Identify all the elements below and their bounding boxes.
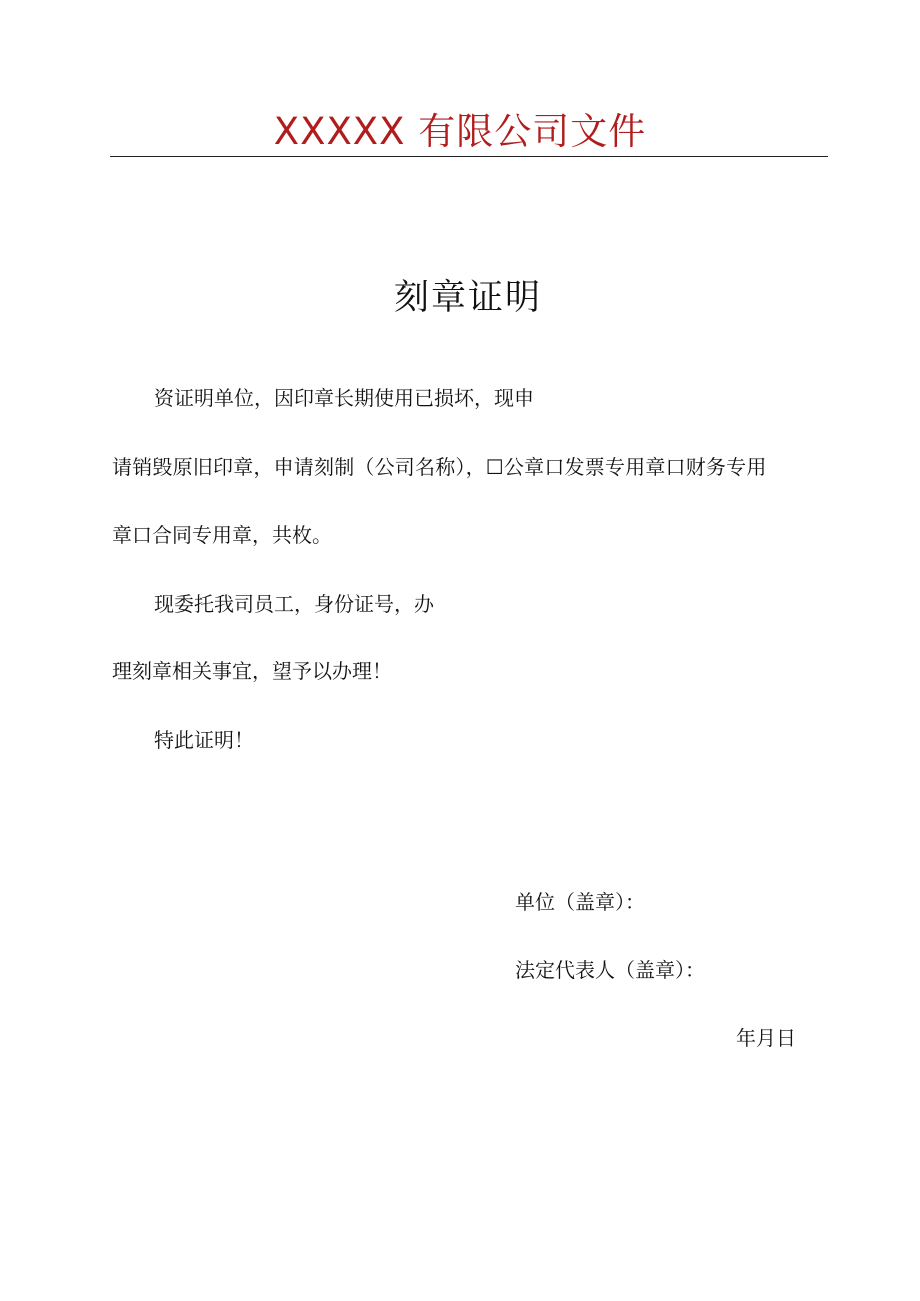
body-line: 现委托我司员工，身份证号，办 <box>154 592 434 616</box>
document-title: 刻章证明 <box>393 278 542 318</box>
closing-line: 特此证明！ <box>154 728 254 752</box>
letterhead-divider <box>110 156 828 157</box>
body-line: 理刻章相关事宜，望予以办理！ <box>112 659 392 683</box>
body-line: 资证明单位，因印章长期使用已损坏，现申 <box>154 386 534 410</box>
unit-seal-label: 单位（盖章）： <box>515 890 645 914</box>
company-letterhead-title: XXXXX 有限公司文件 <box>273 110 647 153</box>
body-line: 章口合同专用章，共枚。 <box>112 523 332 547</box>
legal-representative-seal-label: 法定代表人（盖章）： <box>515 958 705 982</box>
body-line: 请销毁原旧印章，申请刻制（公司名称），☐公章口发票专用章口财务专用 <box>112 455 767 479</box>
date-label: 年月日 <box>736 1026 796 1050</box>
